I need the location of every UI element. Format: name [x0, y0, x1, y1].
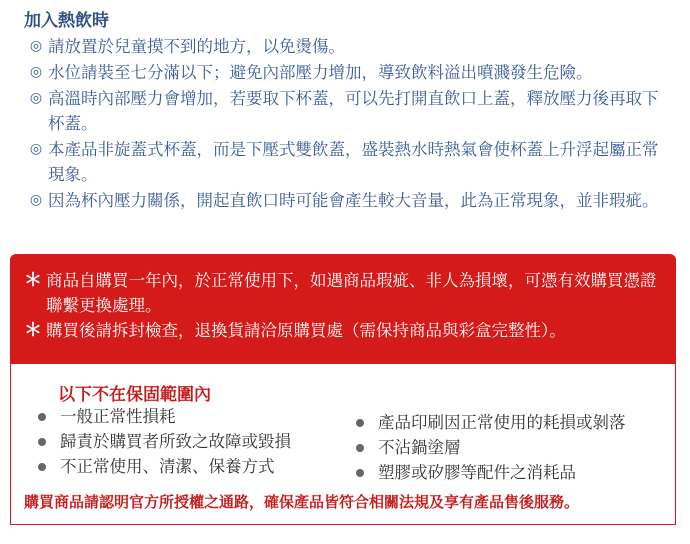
double-circle-icon: ◎	[29, 38, 43, 54]
section-title: 加入熱飲時	[24, 11, 109, 31]
warranty-item: ＊ 購買後請拆封檢查，退換貨請洽原購買處（需保持商品與彩盒完整性）。	[24, 320, 566, 341]
list-item: 不沾鍋塗層	[356, 435, 626, 460]
note-item: ◎ 高溫時內部壓力會增加，若要取下杯蓋，可以先打開直飲口上蓋，釋放壓力後再取下杯蓋。	[26, 86, 666, 136]
double-circle-icon: ◎	[29, 192, 43, 208]
asterisk-icon: ＊	[24, 320, 42, 341]
bullet-dot-icon	[38, 463, 46, 471]
bullet-dot-icon	[38, 438, 46, 446]
double-circle-icon: ◎	[29, 90, 43, 106]
bullet-dot-icon	[356, 419, 364, 427]
double-circle-icon: ◎	[29, 64, 43, 80]
list-item: 一般正常性損耗	[38, 404, 291, 429]
list-item: 產品印刷因正常使用的耗損或剝落	[356, 410, 626, 435]
exclusions-right-list	[356, 410, 626, 485]
note-item: ◎ 請放置於兒童摸不到的地方，以免燙傷。	[26, 34, 666, 59]
list-item: 塑膠或矽膠等配件之消耗品	[356, 460, 626, 485]
note-item: ◎ 水位請裝至七分滿以下；避免內部壓力增加，導致飲料溢出噴濺發生危險。	[26, 60, 666, 85]
list-item: 不正常使用、清潔、保養方式	[38, 454, 291, 479]
bullet-dot-icon	[356, 444, 364, 452]
list-item: 歸責於購買者所致之故障或毀損	[38, 429, 291, 454]
exclusions-title: 以下不在保固範圍內	[58, 385, 211, 405]
bullet-dot-icon	[38, 413, 46, 421]
hot-drink-notes	[26, 34, 666, 214]
footer-note: 購買商品請認明官方所授權之通路，確保產品皆符合相關法規及享有產品售後服務。	[24, 493, 580, 511]
warranty-item: ＊ 商品自購買一年內，於正常使用下，如遇商品瑕疵、非人為損壞，可憑有效購買憑證聯繫更換處理。	[24, 270, 657, 315]
asterisk-icon: ＊	[24, 270, 42, 291]
double-circle-icon: ◎	[29, 141, 43, 157]
note-item: ◎ 本產品非旋蓋式杯蓋，而是下壓式雙飲蓋，盛裝熱水時熱氣會使杯蓋上升浮起屬正常現象。	[26, 137, 666, 187]
bullet-dot-icon	[356, 469, 364, 477]
exclusions-left-list	[38, 404, 291, 479]
note-item: ◎ 因為杯內壓力關係，開起直飲口時可能會產生較大音量，此為正常現象，並非瑕疵。	[26, 188, 666, 213]
